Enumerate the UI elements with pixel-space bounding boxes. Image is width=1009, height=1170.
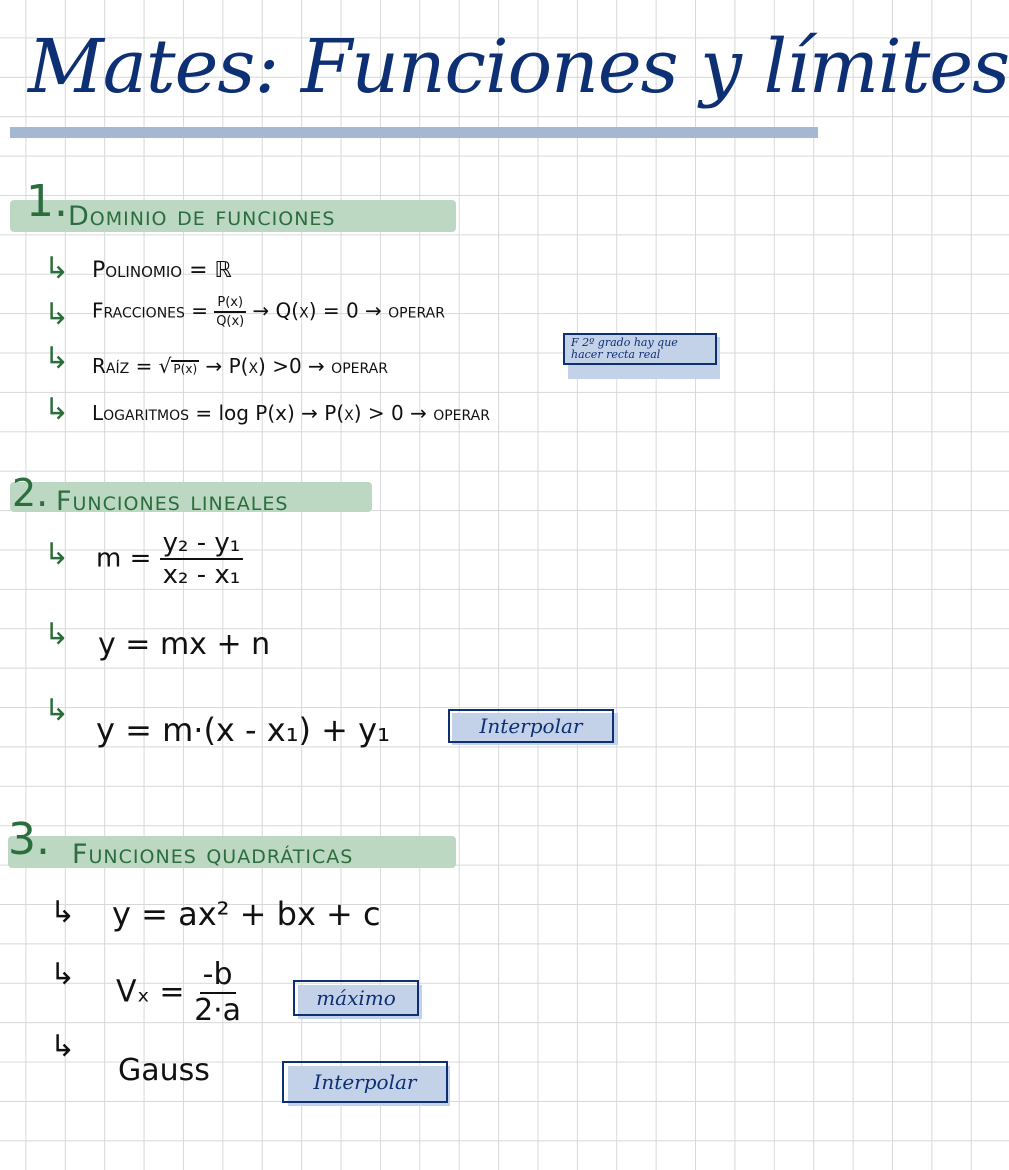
slope-formula: m = $\frac{\text{y₂ - y₁}}{\text{x₂ - x₁}}$ [96,530,243,588]
arrow-icon: ↳ [50,957,76,992]
arrow-icon: ↳ [44,537,70,572]
maximo-box: máximo [293,980,419,1016]
arrow-icon: ↳ [44,251,70,286]
domain-item-logaritmos: Logaritmos = log P(x) → P(x) > 0 → operar [92,401,490,425]
interpolar-box-2: Interpolar [282,1061,448,1103]
point-slope-equation: y = m·(x - x₁) + y₁ [96,711,390,749]
page-title: Mates: Funciones y límites [28,24,1009,110]
vertex-formula: Vₓ = $\frac{-b}{2\cdot a}$ [116,957,242,1028]
title-underline [10,127,818,138]
note-line-2: hacer recta real [571,348,661,362]
quadratic-equation: y = ax² + bx + c [112,895,381,933]
arrow-icon: ↳ [44,297,70,332]
section-2-heading: Funciones lineales [56,486,289,517]
domain-item-fracciones: Fracciones = $\frac{P(x)}{Q(x)}$ → Q(x) = 0 → operar [92,295,445,329]
section-2-number: 2. [12,471,49,515]
arrow-icon: ↳ [44,392,70,427]
arrow-icon: ↳ [44,693,70,728]
arrow-icon: ↳ [44,617,70,652]
domain-item-raiz: Raíz = √ P(x) → P(x) >0 → operar [92,354,388,378]
gauss-label: Gauss [118,1053,210,1088]
note-box [563,333,717,365]
section-3-heading: Funciones quadráticas [72,839,354,870]
linear-equation: y = mx + n [98,627,271,662]
arrow-icon: ↳ [50,1029,76,1064]
arrow-icon: ↳ [50,895,76,930]
note-line-1: F 2º grado hay que [571,336,678,349]
domain-item-polinomio: Polinomio = ℝ [92,258,232,283]
interpolar-box: Interpolar [448,709,614,743]
section-1-heading: Dominio de funciones [68,201,336,232]
section-1-number: 1. [26,176,68,227]
section-3-number: 3. [8,814,50,865]
arrow-icon: ↳ [44,341,70,376]
